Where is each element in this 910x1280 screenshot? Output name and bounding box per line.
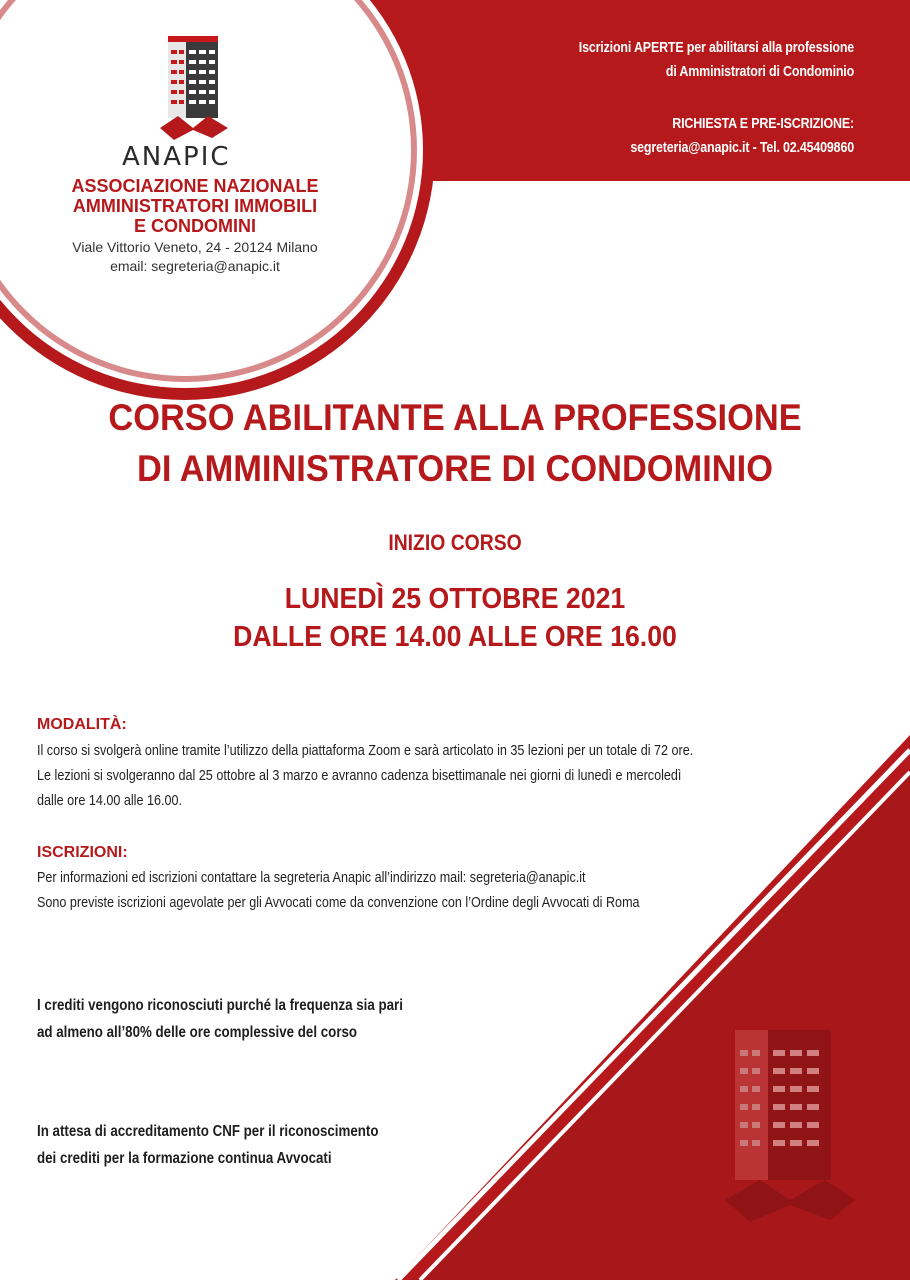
accreditamento-line-2: dei crediti per la formazione continua Avvocati xyxy=(37,1150,332,1167)
header-open-enrollment xyxy=(579,36,854,84)
iscrizioni-line-1: Per informazioni ed iscrizioni contattare la segreteria Anapic all’indirizzo mail: segreteria@anapic.it xyxy=(37,869,586,886)
modalita-line-2: Le lezioni si svolgeranno dal 25 ottobre al 3 marzo e avranno cadenza bisettimanale nei giorni di lunedì e mercoledì xyxy=(37,767,682,784)
address-line: Viale Vittorio Veneto, 24 - 20124 Milano xyxy=(72,239,318,255)
start-date-line: LUNEDÌ 25 OTTOBRE 2021 xyxy=(284,583,626,615)
title-line-1: CORSO ABILITANTE ALLA PROFESSIONE xyxy=(108,397,802,438)
header-contact xyxy=(630,112,854,160)
header-line-3: RICHIESTA E PRE-ISCRIZIONE: xyxy=(672,116,854,132)
association-name-line-1: ASSOCIAZIONE NAZIONALE xyxy=(71,176,319,196)
association-name-line-2: AMMINISTRATORI IMMOBILI xyxy=(72,196,318,216)
modalita-line-3: dalle ore 14.00 alle 16.00. xyxy=(37,792,183,809)
accreditamento-line-1: In attesa di accreditamento CNF per il riconoscimento xyxy=(37,1123,379,1140)
header-contact-line[interactable]: segreteria@anapic.it - Tel. 02.45409860 xyxy=(630,140,854,156)
association-name xyxy=(40,176,350,236)
crediti-note xyxy=(37,992,403,1046)
accreditamento-note xyxy=(37,1118,378,1172)
start-time-line: DALLE ORE 14.00 ALLE ORE 16.00 xyxy=(233,621,677,653)
course-start-label: INIZIO CORSO xyxy=(388,530,522,555)
course-start-date xyxy=(36,580,873,656)
header-line-2: di Amministratori di Condominio xyxy=(665,64,854,80)
email-line[interactable]: email: segreteria@anapic.it xyxy=(110,258,280,274)
crediti-line-2: ad almeno all’80% delle ore complessive del corso xyxy=(37,1024,358,1041)
title-line-2: DI AMMINISTRATORE DI CONDOMINIO xyxy=(137,448,773,489)
modalita-body xyxy=(37,738,693,813)
header-line-1: Iscrizioni APERTE per abilitarsi alla professione xyxy=(578,40,854,56)
iscrizioni-body xyxy=(37,865,640,915)
logo-brand: ANAPIC xyxy=(122,142,231,172)
modalita-heading: MODALITÀ: xyxy=(37,716,127,733)
association-name-line-3: E CONDOMINI xyxy=(133,216,256,236)
association-address xyxy=(40,238,350,276)
iscrizioni-heading: ISCRIZIONI: xyxy=(37,844,128,861)
modalita-line-1: Il corso si svolgerà online tramite l’utilizzo della piattaforma Zoom e sarà articolato in 35 lezioni per un totale di 72 ore. xyxy=(37,742,694,759)
page-title xyxy=(32,392,878,494)
crediti-line-1: I crediti vengono riconosciuti purché la frequenza sia pari xyxy=(37,997,403,1014)
iscrizioni-line-2: Sono previste iscrizioni agevolate per gli Avvocati come da convenzione con l’Ordine degli Avvocati di Roma xyxy=(37,894,640,911)
